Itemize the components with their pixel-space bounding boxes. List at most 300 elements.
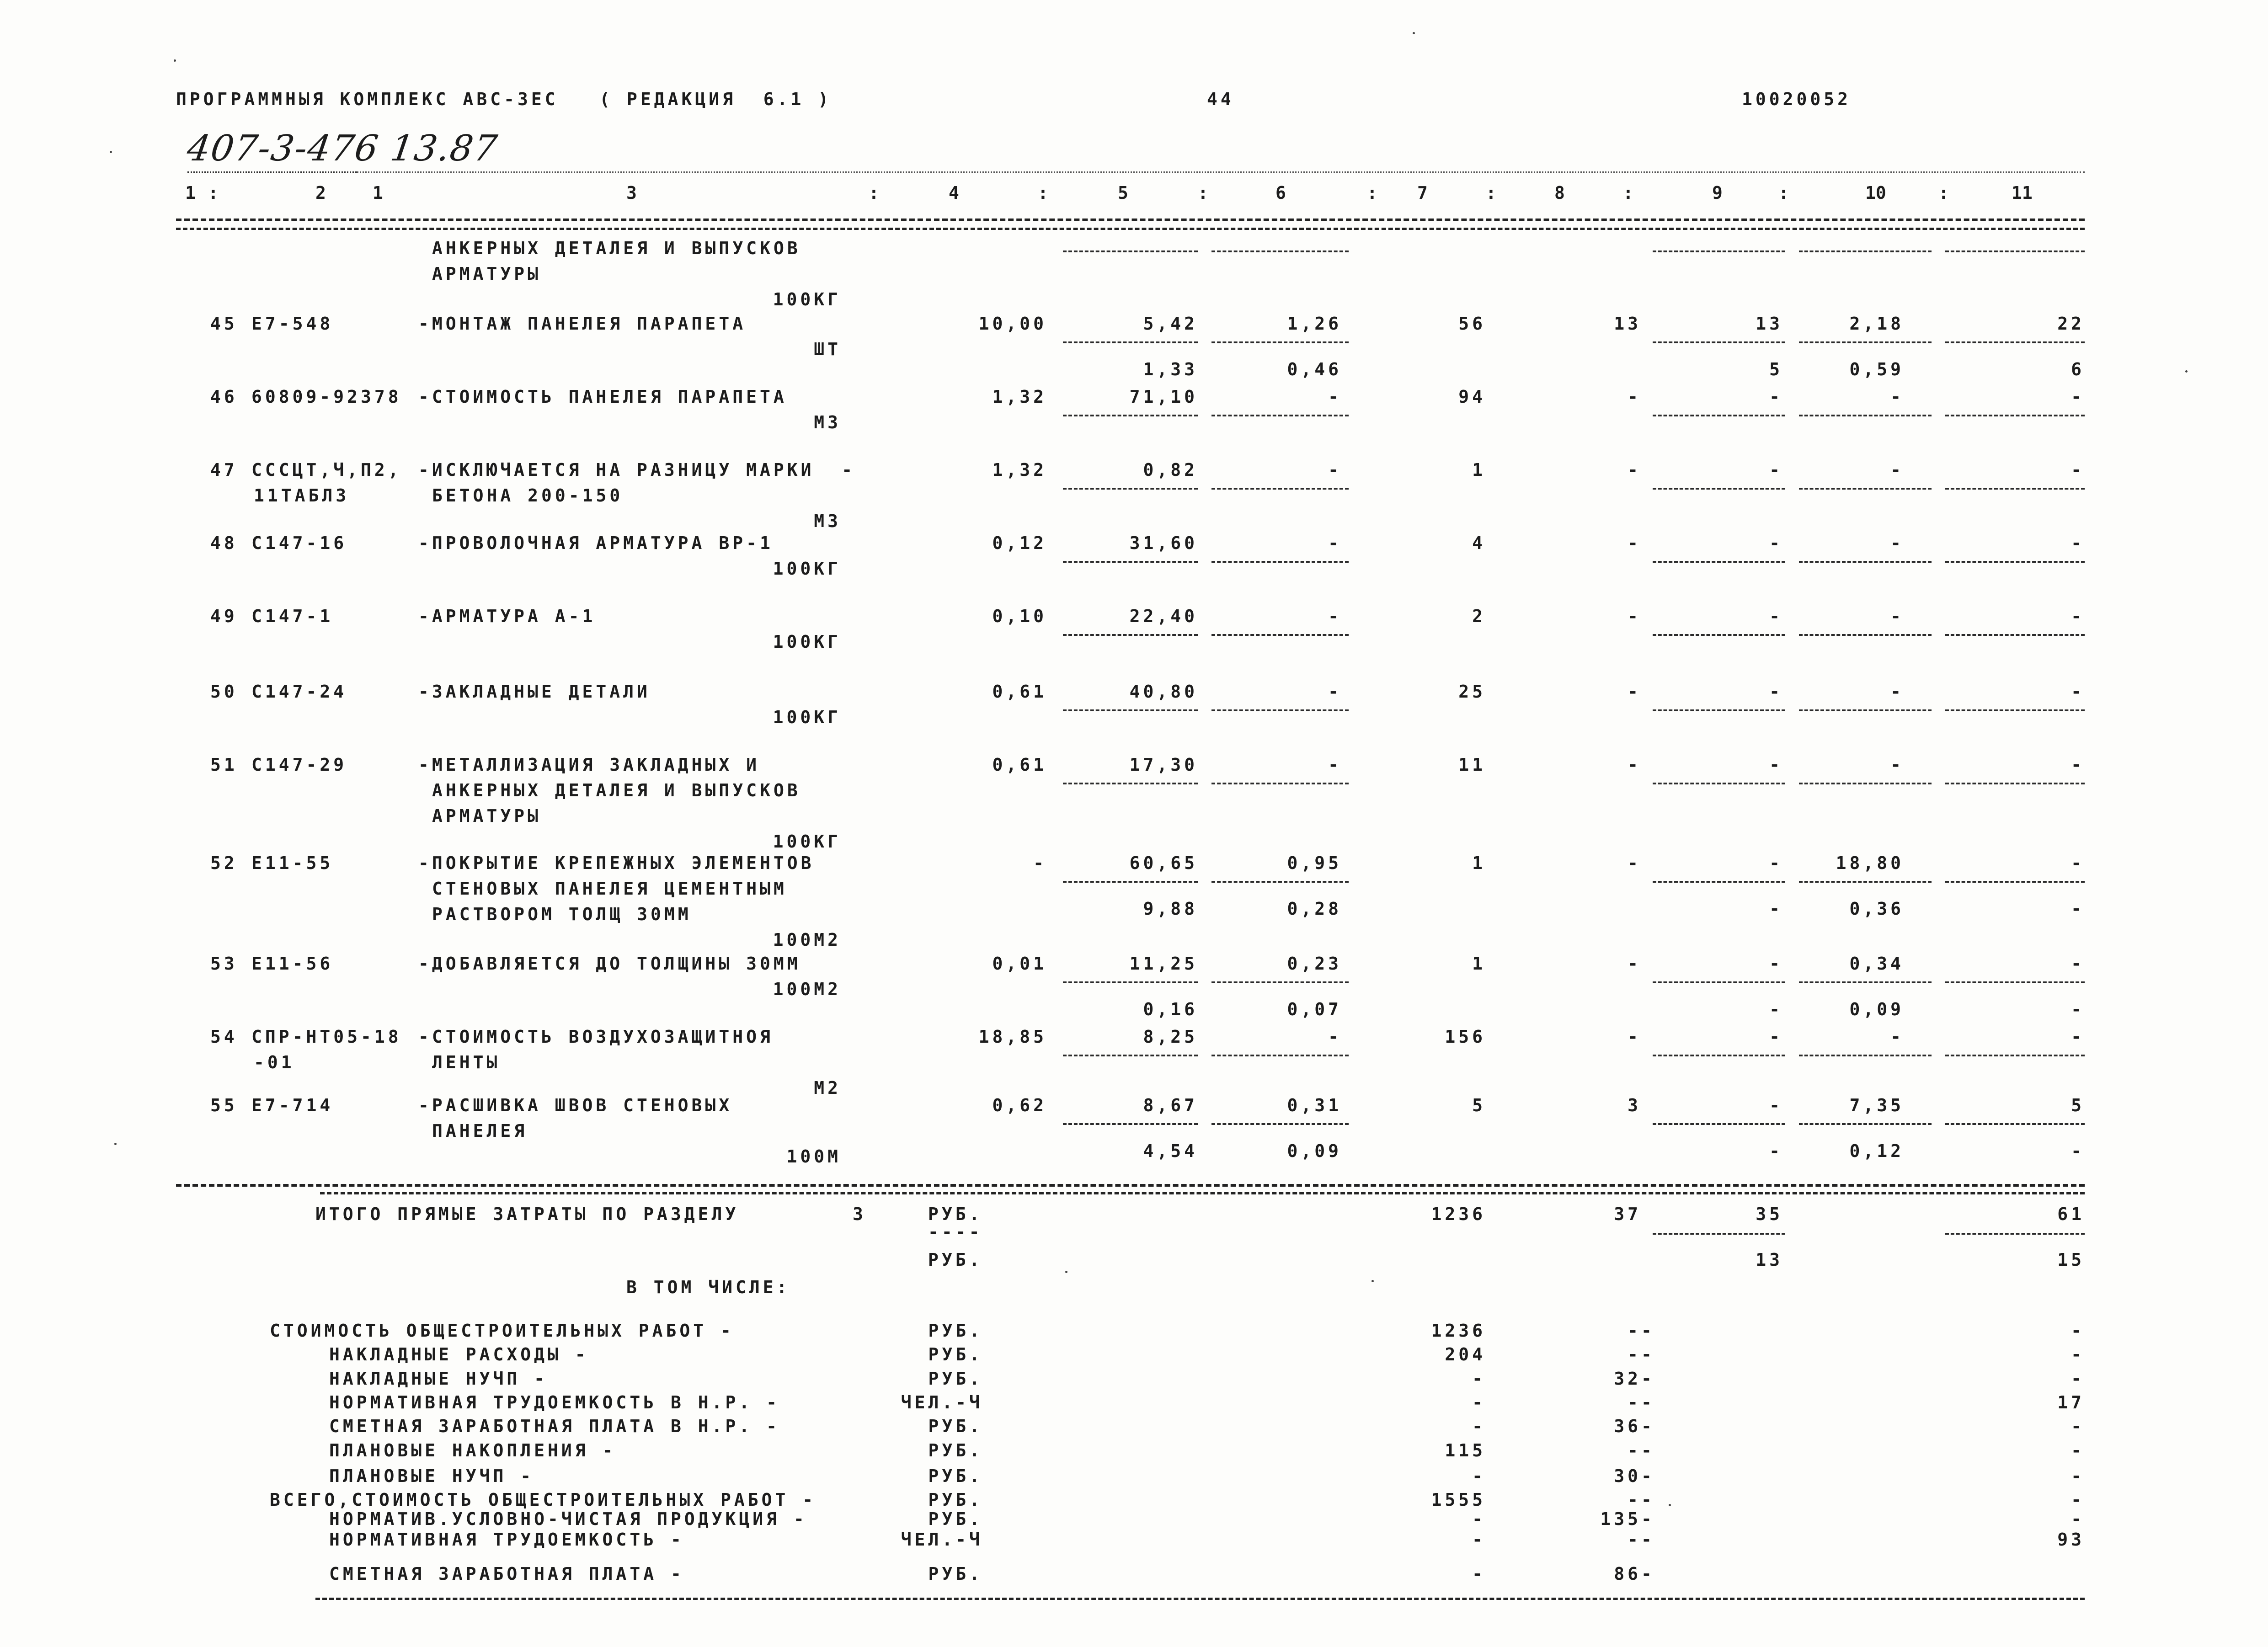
- column-number-20: 11: [2012, 183, 2033, 203]
- row-3-c5: 0,82: [1143, 460, 1198, 480]
- row-8-c5b: 9,88: [1143, 899, 1198, 919]
- summary-1-c11: -: [2071, 1344, 2085, 1365]
- summary-7-c11: -: [2071, 1490, 2085, 1510]
- row-8-c10: 18,80: [1836, 853, 1904, 873]
- row-5-unit: 100КГ: [773, 632, 841, 652]
- row-11-c10b: 0,12: [1849, 1141, 1904, 1161]
- row-6-c9-rule: [1653, 709, 1785, 711]
- row-10-c10: -: [1890, 1027, 1904, 1047]
- row-8-c6-rule: [1211, 881, 1349, 883]
- bottom-rule: [315, 1598, 2085, 1600]
- summary-3-label: НОРМАТИВНАЯ ТРУДОЕМКОСТЬ В Н.Р. -: [329, 1392, 780, 1412]
- row-9-qty: 0,01: [992, 954, 1047, 974]
- row-3-c9: -: [1769, 460, 1783, 480]
- row-5-c11-rule: [1945, 634, 2085, 636]
- row-6-c10: -: [1890, 682, 1904, 702]
- row-8-description-2: РАСТВОРОМ ТОЛЩ 30ММ: [432, 904, 692, 924]
- row-11-c10: 7,35: [1849, 1095, 1904, 1115]
- row-10-number: 54: [210, 1027, 238, 1047]
- row-9-c9-rule: [1653, 981, 1785, 983]
- row-4-c9: -: [1769, 533, 1783, 553]
- row-7-c6: -: [1328, 755, 1342, 775]
- column-number-7: :: [1038, 183, 1048, 203]
- row-3-c11-rule: [1945, 488, 2085, 490]
- scan-speck: [1065, 1271, 1067, 1273]
- summary-7-c8: -: [1628, 1490, 1641, 1510]
- column-number-6: 4: [949, 183, 959, 203]
- summary-4-unit: РУБ.: [928, 1416, 983, 1436]
- summary-5-c8: -: [1628, 1440, 1641, 1460]
- row-2-c9-rule: [1653, 415, 1785, 416]
- row-11-c6: 0,31: [1287, 1095, 1342, 1115]
- row-1-c11: 22: [2057, 314, 2085, 334]
- row-8-c11b: -: [2071, 899, 2085, 919]
- row-11-c9: -: [1769, 1095, 1783, 1115]
- row-10-description-0: -СТОИМОСТЬ ВОЗДУХОЗАЩИТНОЯ: [418, 1027, 774, 1047]
- column-number-15: :: [1623, 183, 1633, 203]
- scan-speck: [1669, 1504, 1671, 1506]
- row-4-c6-rule: [1211, 561, 1349, 563]
- row-3-qty: 1,32: [992, 460, 1047, 480]
- row-11-c9b: -: [1769, 1141, 1783, 1161]
- row-2-c11-rule: [1945, 415, 2085, 416]
- row-8-c11-rule: [1945, 881, 2085, 883]
- row-2-number: 46: [210, 387, 238, 407]
- row-9-c5: 11,25: [1129, 954, 1198, 974]
- row-1-c9: 13: [1756, 314, 1783, 334]
- row-2-qty: 1,32: [992, 387, 1047, 407]
- row-9-c11-rule: [1945, 981, 2085, 983]
- summary-10-label: СМЕТНАЯ ЗАРАБОТНАЯ ПЛАТА -: [329, 1564, 684, 1584]
- row-7-c5: 17,30: [1129, 755, 1198, 775]
- column-number-8: 5: [1118, 183, 1128, 203]
- row-9-c6-rule: [1211, 981, 1349, 983]
- summary-9-c8: -: [1628, 1530, 1641, 1550]
- row-5-c9-rule: [1653, 634, 1785, 636]
- row-8-c5: 60,65: [1129, 853, 1198, 873]
- row-5-c10: -: [1890, 606, 1904, 626]
- summary-8-unit: РУБ.: [928, 1509, 983, 1529]
- row-7-description-0: -МЕТАЛЛИЗАЦИЯ ЗАКЛАДНЫХ И: [418, 755, 760, 775]
- total-c7: 1236: [1431, 1204, 1486, 1224]
- row-8-c10b: 0,36: [1849, 899, 1904, 919]
- row-11-c11b: -: [2071, 1141, 2085, 1161]
- row-5-c11: -: [2071, 606, 2085, 626]
- row-4-c9-rule: [1653, 561, 1785, 563]
- top-dotted-line: [357, 171, 2085, 173]
- row-6-c6: -: [1328, 682, 1342, 702]
- row-11-code: Е7-714: [251, 1095, 334, 1115]
- totals-rule-2: [320, 1192, 2085, 1194]
- scan-speck: [1413, 32, 1415, 34]
- header-rule-2: [176, 228, 2085, 230]
- row-5-c6-rule: [1211, 634, 1349, 636]
- row-9-c11: -: [2071, 954, 2085, 974]
- summary-0-c8: -: [1628, 1321, 1641, 1341]
- total-c9-rule: [1653, 1233, 1785, 1235]
- row-6-code: С147-24: [251, 682, 347, 702]
- row-3-description-1: БЕТОНА 200-150: [432, 485, 624, 506]
- summary-6-label: ПЛАНОВЫЕ НУЧП -: [329, 1466, 534, 1486]
- row-5-c7: 2: [1472, 606, 1486, 626]
- row-11-c11-rule: [1945, 1123, 2085, 1125]
- total-unit: РУБ.: [928, 1204, 983, 1224]
- row-10-c7: 156: [1445, 1027, 1486, 1047]
- row-8-c11: -: [2071, 853, 2085, 873]
- summary-1-c7: 204: [1445, 1344, 1486, 1365]
- scan-speck: [1371, 1280, 1374, 1282]
- column-number-14: 8: [1554, 183, 1565, 203]
- column-number-16: 9: [1712, 183, 1723, 203]
- row-3-c7: 1: [1472, 460, 1486, 480]
- column-number-0: 1: [185, 183, 196, 203]
- summary-7-c7: 1555: [1431, 1490, 1486, 1510]
- row-9-c9: -: [1769, 954, 1783, 974]
- row-3-code: СССЦТ,Ч,П2,: [251, 460, 402, 480]
- summary-2-c8: 32: [1614, 1369, 1641, 1389]
- row-1-c10-rule: [1799, 341, 1932, 343]
- summary-3-c7: -: [1472, 1392, 1486, 1412]
- summary-2-c11: -: [2071, 1369, 2085, 1389]
- summary-3-c9: -: [1641, 1392, 1655, 1412]
- row-3-c10: -: [1890, 460, 1904, 480]
- row-5-c5: 22,40: [1129, 606, 1198, 626]
- row-1-c10b: 0,59: [1849, 359, 1904, 379]
- column-number-1: :: [208, 183, 219, 203]
- row-6-c10-rule: [1799, 709, 1932, 711]
- row-10-c6: -: [1328, 1027, 1342, 1047]
- column-number-9: :: [1198, 183, 1208, 203]
- summary-10-c9: -: [1641, 1564, 1655, 1584]
- summary-3-c8: -: [1628, 1392, 1641, 1412]
- row-3-code-2: 11ТАБЛ3: [254, 485, 350, 506]
- row-2-c11: -: [2071, 387, 2085, 407]
- summary-0-c7: 1236: [1431, 1321, 1486, 1341]
- row-9-c8: -: [1628, 954, 1641, 974]
- summary-6-c8: 30: [1614, 1466, 1641, 1486]
- row-6-number: 50: [210, 682, 238, 702]
- row-11-description-1: ПАНЕЛЕЯ: [432, 1121, 528, 1141]
- row-1-c9-rule: [1653, 341, 1785, 343]
- row-1-c5-rule: [1063, 341, 1198, 343]
- summary-1-c8: -: [1628, 1344, 1641, 1365]
- row-1-c6-rule: [1211, 341, 1349, 343]
- column-number-18: 10: [1865, 183, 1886, 203]
- row-2-c6: -: [1328, 387, 1342, 407]
- summary-8-c7: -: [1472, 1509, 1486, 1529]
- row-7-c10-rule: [1799, 783, 1932, 784]
- page-number: 44: [1207, 89, 1234, 109]
- row-2-unit: М3: [814, 412, 841, 432]
- row-6-unit: 100КГ: [773, 707, 841, 727]
- handwritten-project-code: 407-3-476 13.87: [184, 128, 501, 169]
- row-1-c10: 2,18: [1849, 314, 1904, 334]
- row-7-c5-rule: [1063, 783, 1198, 784]
- row-8-c5-rule: [1063, 881, 1198, 883]
- row-1-c7: 56: [1458, 314, 1486, 334]
- row-5-c5-rule: [1063, 634, 1198, 636]
- row-8-c9b: -: [1769, 899, 1783, 919]
- scan-speck: [114, 1143, 117, 1145]
- row-0-description-0: АНКЕРНЫХ ДЕТАЛЕЯ И ВЫПУСКОВ: [432, 238, 801, 258]
- total-label: ИТОГО ПРЯМЫЕ ЗАТРАТЫ ПО РАЗДЕЛУ: [315, 1204, 739, 1224]
- row-11-c8: 3: [1628, 1095, 1641, 1115]
- row-8-code: Е11-55: [251, 853, 334, 873]
- summary-2-label: НАКЛАДНЫЕ НУЧП -: [329, 1369, 548, 1389]
- row-6-c5-rule: [1063, 709, 1198, 711]
- row-8-c10-rule: [1799, 881, 1932, 883]
- row-1-c9b: 5: [1769, 359, 1783, 379]
- row-11-c5b: 4,54: [1143, 1141, 1198, 1161]
- summary-5-c7: 115: [1445, 1440, 1486, 1460]
- row-9-c5-rule: [1063, 981, 1198, 983]
- row-6-c6-rule: [1211, 709, 1349, 711]
- row-11-c5: 8,67: [1143, 1095, 1198, 1115]
- row-8-c7: 1: [1472, 853, 1486, 873]
- row-11-c9-rule: [1653, 1123, 1785, 1125]
- row-11-qty: 0,62: [992, 1095, 1047, 1115]
- row-4-c6: -: [1328, 533, 1342, 553]
- row-2-description-0: -СТОИМОСТЬ ПАНЕЛЕЯ ПАРАПЕТА: [418, 387, 787, 407]
- row-10-c9: -: [1769, 1027, 1783, 1047]
- summary-0-c11: -: [2071, 1321, 2085, 1341]
- summary-4-c9: -: [1641, 1416, 1655, 1436]
- row-5-number: 49: [210, 606, 238, 626]
- summary-8-label: НОРМАТИВ.УСЛОВНО-ЧИСТАЯ ПРОДУКЦИЯ -: [329, 1509, 807, 1529]
- row-2-c5: 71,10: [1129, 387, 1198, 407]
- row-11-c5-rule: [1063, 1123, 1198, 1125]
- row-11-number: 55: [210, 1095, 238, 1115]
- column-number-5: :: [869, 183, 879, 203]
- row-1-c8: 13: [1614, 314, 1641, 334]
- row-7-c10: -: [1890, 755, 1904, 775]
- summary-8-c9: -: [1641, 1509, 1655, 1529]
- row-10-code-2: -01: [254, 1052, 295, 1072]
- column-number-2: 2: [315, 183, 326, 203]
- summary-8-c11: -: [2071, 1509, 2085, 1529]
- summary-5-c11: -: [2071, 1440, 2085, 1460]
- row-7-description-2: АРМАТУРЫ: [432, 806, 542, 826]
- row-1-description-0: -МОНТАЖ ПАНЕЛЕЯ ПАРАПЕТА: [418, 314, 747, 334]
- summary-5-unit: РУБ.: [928, 1440, 983, 1460]
- summary-10-c7: -: [1472, 1564, 1486, 1584]
- row-5-code: С147-1: [251, 606, 334, 626]
- row-11-c10-rule: [1799, 1123, 1932, 1125]
- row-8-description-1: СТЕНОВЫХ ПАНЕЛЕЯ ЦЕМЕНТНЫМ: [432, 879, 787, 899]
- row-9-c10: 0,34: [1849, 954, 1904, 974]
- row-4-c11-rule: [1945, 561, 2085, 563]
- row-6-qty: 0,61: [992, 682, 1047, 702]
- row-1-c5b: 1,33: [1143, 359, 1198, 379]
- row-9-c11b: -: [2071, 999, 2085, 1019]
- scan-speck: [2185, 370, 2188, 373]
- column-number-11: :: [1367, 183, 1377, 203]
- row-7-c11: -: [2071, 755, 2085, 775]
- including-label: В ТОМ ЧИСЛЕ:: [626, 1277, 790, 1297]
- summary-4-c11: -: [2071, 1416, 2085, 1436]
- row-2-code: 60809-92378: [251, 387, 402, 407]
- summary-10-c8: 86: [1614, 1564, 1641, 1584]
- row-10-unit: М2: [814, 1078, 841, 1098]
- column-number-19: :: [1938, 183, 1949, 203]
- row-8-unit: 100М2: [773, 930, 841, 950]
- row-3-description-0: -ИСКЛЮЧАЕТСЯ НА РАЗНИЦУ МАРКИ -: [418, 460, 856, 480]
- row-3-c8: -: [1628, 460, 1641, 480]
- row-10-c6-rule: [1211, 1055, 1349, 1056]
- row-8-description-0: -ПОКРЫТИЕ КРЕПЕЖНЫХ ЭЛЕМЕНТОВ: [418, 853, 815, 873]
- row-3-number: 47: [210, 460, 238, 480]
- row-7-c9-rule: [1653, 783, 1785, 784]
- summary-7-unit: РУБ.: [928, 1490, 983, 1510]
- column-number-12: 7: [1417, 183, 1428, 203]
- column-number-10: 6: [1275, 183, 1286, 203]
- row-2-c6-rule: [1211, 415, 1349, 416]
- total-c8: 37: [1614, 1204, 1641, 1224]
- row-9-c7: 1: [1472, 954, 1486, 974]
- summary-9-c7: -: [1472, 1530, 1486, 1550]
- row-7-c11-rule: [1945, 783, 2085, 784]
- row-1-c5: 5,42: [1143, 314, 1198, 334]
- row-10-c8: -: [1628, 1027, 1641, 1047]
- total-c11-rule: [1945, 1233, 2085, 1235]
- row-8-c6b: 0,28: [1287, 899, 1342, 919]
- row-1-qty: 10,00: [978, 314, 1047, 334]
- row-3-c6: -: [1328, 460, 1342, 480]
- summary-6-unit: РУБ.: [928, 1466, 983, 1486]
- row-0-c11-rule: [1945, 251, 2085, 252]
- summary-9-unit: ЧЕЛ.-Ч: [901, 1530, 983, 1550]
- row-7-qty: 0,61: [992, 755, 1047, 775]
- row-7-c7: 11: [1458, 755, 1486, 775]
- row-8-c9-rule: [1653, 881, 1785, 883]
- summary-3-unit: ЧЕЛ.-Ч: [901, 1392, 983, 1412]
- row-4-c7: 4: [1472, 533, 1486, 553]
- row-11-unit: 100М: [786, 1146, 841, 1167]
- summary-5-label: ПЛАНОВЫЕ НАКОПЛЕНИЯ -: [329, 1440, 616, 1460]
- row-6-c7: 25: [1458, 682, 1486, 702]
- row-6-c8: -: [1628, 682, 1641, 702]
- row-10-c11: -: [2071, 1027, 2085, 1047]
- row-11-description-0: -РАСШИВКА ШВОВ СТЕНОВЫХ: [418, 1095, 733, 1115]
- row-1-number: 45: [210, 314, 238, 334]
- handwritten-underline: [187, 171, 357, 173]
- total-section: 3: [853, 1204, 866, 1224]
- total-c9: 35: [1756, 1204, 1783, 1224]
- row-10-description-1: ЛЕНТЫ: [432, 1052, 501, 1072]
- column-number-17: :: [1778, 183, 1789, 203]
- row-3-c5-rule: [1063, 488, 1198, 490]
- row-10-code: СПР-НТ05-18: [251, 1027, 402, 1047]
- row-3-c10-rule: [1799, 488, 1932, 490]
- row-0-c9-rule: [1653, 251, 1785, 252]
- row-6-c11: -: [2071, 682, 2085, 702]
- row-5-c6: -: [1328, 606, 1342, 626]
- row-0-unit: 100КГ: [773, 289, 841, 309]
- row-7-number: 51: [210, 755, 238, 775]
- summary-6-c7: -: [1472, 1466, 1486, 1486]
- row-0-c10-rule: [1799, 251, 1932, 252]
- row-3-unit: М3: [814, 511, 841, 531]
- column-number-13: :: [1486, 183, 1496, 203]
- row-2-c5-rule: [1063, 415, 1198, 416]
- row-9-c10b: 0,09: [1849, 999, 1904, 1019]
- row-9-unit: 100М2: [773, 979, 841, 999]
- row-7-code: С147-29: [251, 755, 347, 775]
- row-6-c11-rule: [1945, 709, 2085, 711]
- row-11-c6-rule: [1211, 1123, 1349, 1125]
- scan-speck: [110, 151, 112, 153]
- row-9-c5b: 0,16: [1143, 999, 1198, 1019]
- summary-7-c9: -: [1641, 1490, 1655, 1510]
- total-unit-dash: ----: [928, 1222, 983, 1242]
- row-3-c6-rule: [1211, 488, 1349, 490]
- row-1-unit: ШТ: [814, 339, 841, 359]
- row-9-number: 53: [210, 954, 238, 974]
- column-number-4: 3: [626, 183, 637, 203]
- summary-6-c11: -: [2071, 1466, 2085, 1486]
- summary-0-label: СТОИМОСТЬ ОБЩЕСТРОИТЕЛЬНЫХ РАБОТ -: [270, 1321, 734, 1341]
- row-4-unit: 100КГ: [773, 559, 841, 579]
- summary-5-c9: -: [1641, 1440, 1655, 1460]
- totals-rule: [176, 1184, 2085, 1187]
- summary-7-label: ВСЕГО,СТОИМОСТЬ ОБЩЕСТРОИТЕЛЬНЫХ РАБОТ -: [270, 1490, 816, 1510]
- row-10-c5-rule: [1063, 1055, 1198, 1056]
- row-2-c10-rule: [1799, 415, 1932, 416]
- row-0-description-1: АРМАТУРЫ: [432, 264, 542, 284]
- row-1-code: Е7-548: [251, 314, 334, 334]
- row-5-c9: -: [1769, 606, 1783, 626]
- scan-speck: [174, 59, 176, 62]
- row-9-c6: 0,23: [1287, 954, 1342, 974]
- row-1-c6: 1,26: [1287, 314, 1342, 334]
- row-9-code: Е11-56: [251, 954, 334, 974]
- row-0-c5-rule: [1063, 251, 1198, 252]
- summary-1-label: НАКЛАДНЫЕ РАСХОДЫ -: [329, 1344, 589, 1365]
- row-5-c8: -: [1628, 606, 1641, 626]
- row-6-c5: 40,80: [1129, 682, 1198, 702]
- row-11-c7: 5: [1472, 1095, 1486, 1115]
- row-6-c9: -: [1769, 682, 1783, 702]
- row-4-c5: 31,60: [1129, 533, 1198, 553]
- summary-2-unit: РУБ.: [928, 1369, 983, 1389]
- row-10-qty: 18,85: [978, 1027, 1047, 1047]
- summary-3-c11: 17: [2057, 1392, 2085, 1412]
- row-4-c10: -: [1890, 533, 1904, 553]
- summary-9-label: НОРМАТИВНАЯ ТРУДОЕМКОСТЬ -: [329, 1530, 684, 1550]
- row-4-qty: 0,12: [992, 533, 1047, 553]
- summary-9-c11: 93: [2057, 1530, 2085, 1550]
- row-4-c10-rule: [1799, 561, 1932, 563]
- row-8-c9: -: [1769, 853, 1783, 873]
- row-7-c9: -: [1769, 755, 1783, 775]
- row-11-c11: 5: [2071, 1095, 2085, 1115]
- row-1-c11-rule: [1945, 341, 2085, 343]
- row-5-description-0: -АРМАТУРА А-1: [418, 606, 596, 626]
- row-11-c6b: 0,09: [1287, 1141, 1342, 1161]
- summary-4-c8: 36: [1614, 1416, 1641, 1436]
- total-c11: 61: [2057, 1204, 2085, 1224]
- total-c9b: 13: [1756, 1250, 1783, 1270]
- row-2-c10: -: [1890, 387, 1904, 407]
- row-2-c9: -: [1769, 387, 1783, 407]
- row-9-c10-rule: [1799, 981, 1932, 983]
- summary-9-c9: -: [1641, 1530, 1655, 1550]
- row-4-number: 48: [210, 533, 238, 553]
- summary-4-c7: -: [1472, 1416, 1486, 1436]
- summary-10-unit: РУБ.: [928, 1564, 983, 1584]
- row-4-code: С147-16: [251, 533, 347, 553]
- row-3-c11: -: [2071, 460, 2085, 480]
